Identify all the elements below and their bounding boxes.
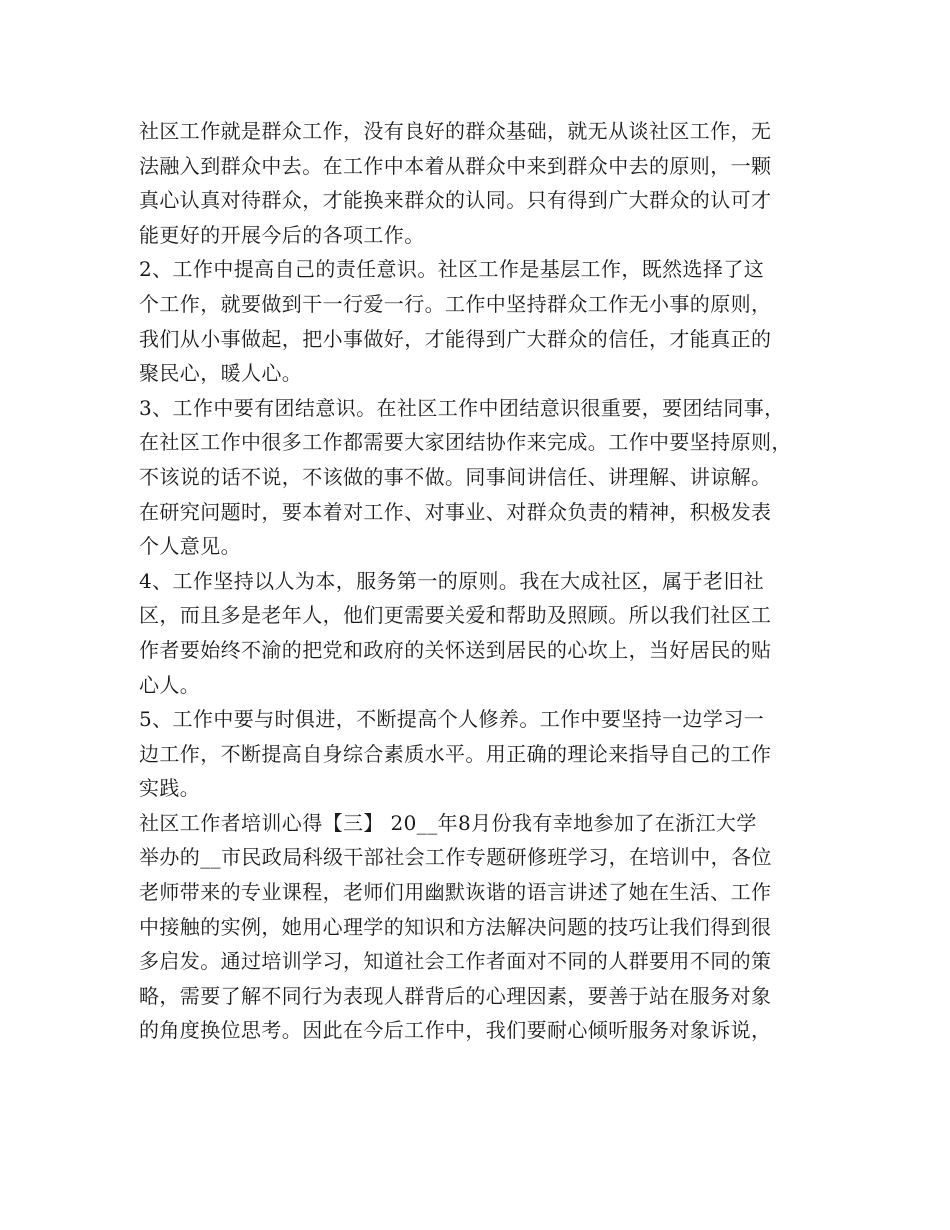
text-line: 在社区工作中很多工作都需要大家团结协作来完成。工作中要坚持原则， [139,430,792,455]
text-line: 5、工作中要与时俱进，不断提高个人修养。工作中要坚持一边学习一 [139,707,765,732]
text-line: 聚民心，暖人心。 [139,361,303,386]
text-line: 我们从小事做起，把小事做好，才能得到广大群众的信任，才能真正的 [139,326,772,351]
text-line: 的角度换位思考。因此在今后工作中，我们要耐心倾听服务对象诉说， [139,1018,772,1043]
text-line: 在研究问题时，要本着对工作、对事业、对群众负责的精神，积极发表 [139,499,772,524]
text-line: 老师带来的专业课程，老师们用幽默诙谐的语言讲述了她在生活、工作 [139,880,772,905]
text-line: 法融入到群众中去。在工作中本着从群众中来到群众中去的原则，一颗 [139,153,772,178]
text-line: 能更好的开展今后的各项工作。 [139,222,425,247]
text-line: 社区工作者培训心得【三】 20__年8月份我有幸地参加了在浙江大学 [139,810,757,835]
text-line: 不该说的话不说，不该做的事不做。同事间讲信任、讲理解、讲谅解。 [139,464,772,489]
text-line: 个人意见。 [139,534,241,559]
text-line: 2、工作中提高自己的责任意识。社区工作是基层工作，既然选择了这 [139,257,765,282]
text-line: 区，而且多是老年人，他们更需要关爱和帮助及照顾。所以我们社区工 [139,603,772,628]
text-line: 边工作，不断提高自身综合素质水平。用正确的理论来指导自己的工作 [139,741,772,766]
text-line: 略，需要了解不同行为表现人群背后的心理因素，要善于站在服务对象 [139,983,772,1008]
document-body [139,114,829,1048]
text-line: 心人。 [139,672,201,697]
text-line: 举办的__市民政局科级干部社会工作专题研修班学习，在培训中，各位 [139,845,772,870]
text-line: 作者要始终不渝的把党和政府的关怀送到居民的心坎上，当好居民的贴 [139,637,772,662]
text-line: 4、工作坚持以人为本，服务第一的原则。我在大成社区，属于老旧社 [139,568,765,593]
text-line: 多启发。通过培训学习，知道社会工作者面对不同的人群要用不同的策 [139,949,772,974]
text-line: 中接触的实例，她用心理学的知识和方法解决问题的技巧让我们得到很 [139,914,772,939]
text-line: 实践。 [139,776,201,801]
text-line: 个工作，就要做到干一行爱一行。工作中坚持群众工作无小事的原则， [139,291,772,316]
text-line: 真心认真对待群众，才能换来群众的认同。只有得到广大群众的认可才 [139,188,772,213]
text-line: 3、工作中要有团结意识。在社区工作中团结意识很重要，要团结同事， [139,395,785,420]
text-line: 社区工作就是群众工作，没有良好的群众基础，就无从谈社区工作，无 [139,119,772,143]
